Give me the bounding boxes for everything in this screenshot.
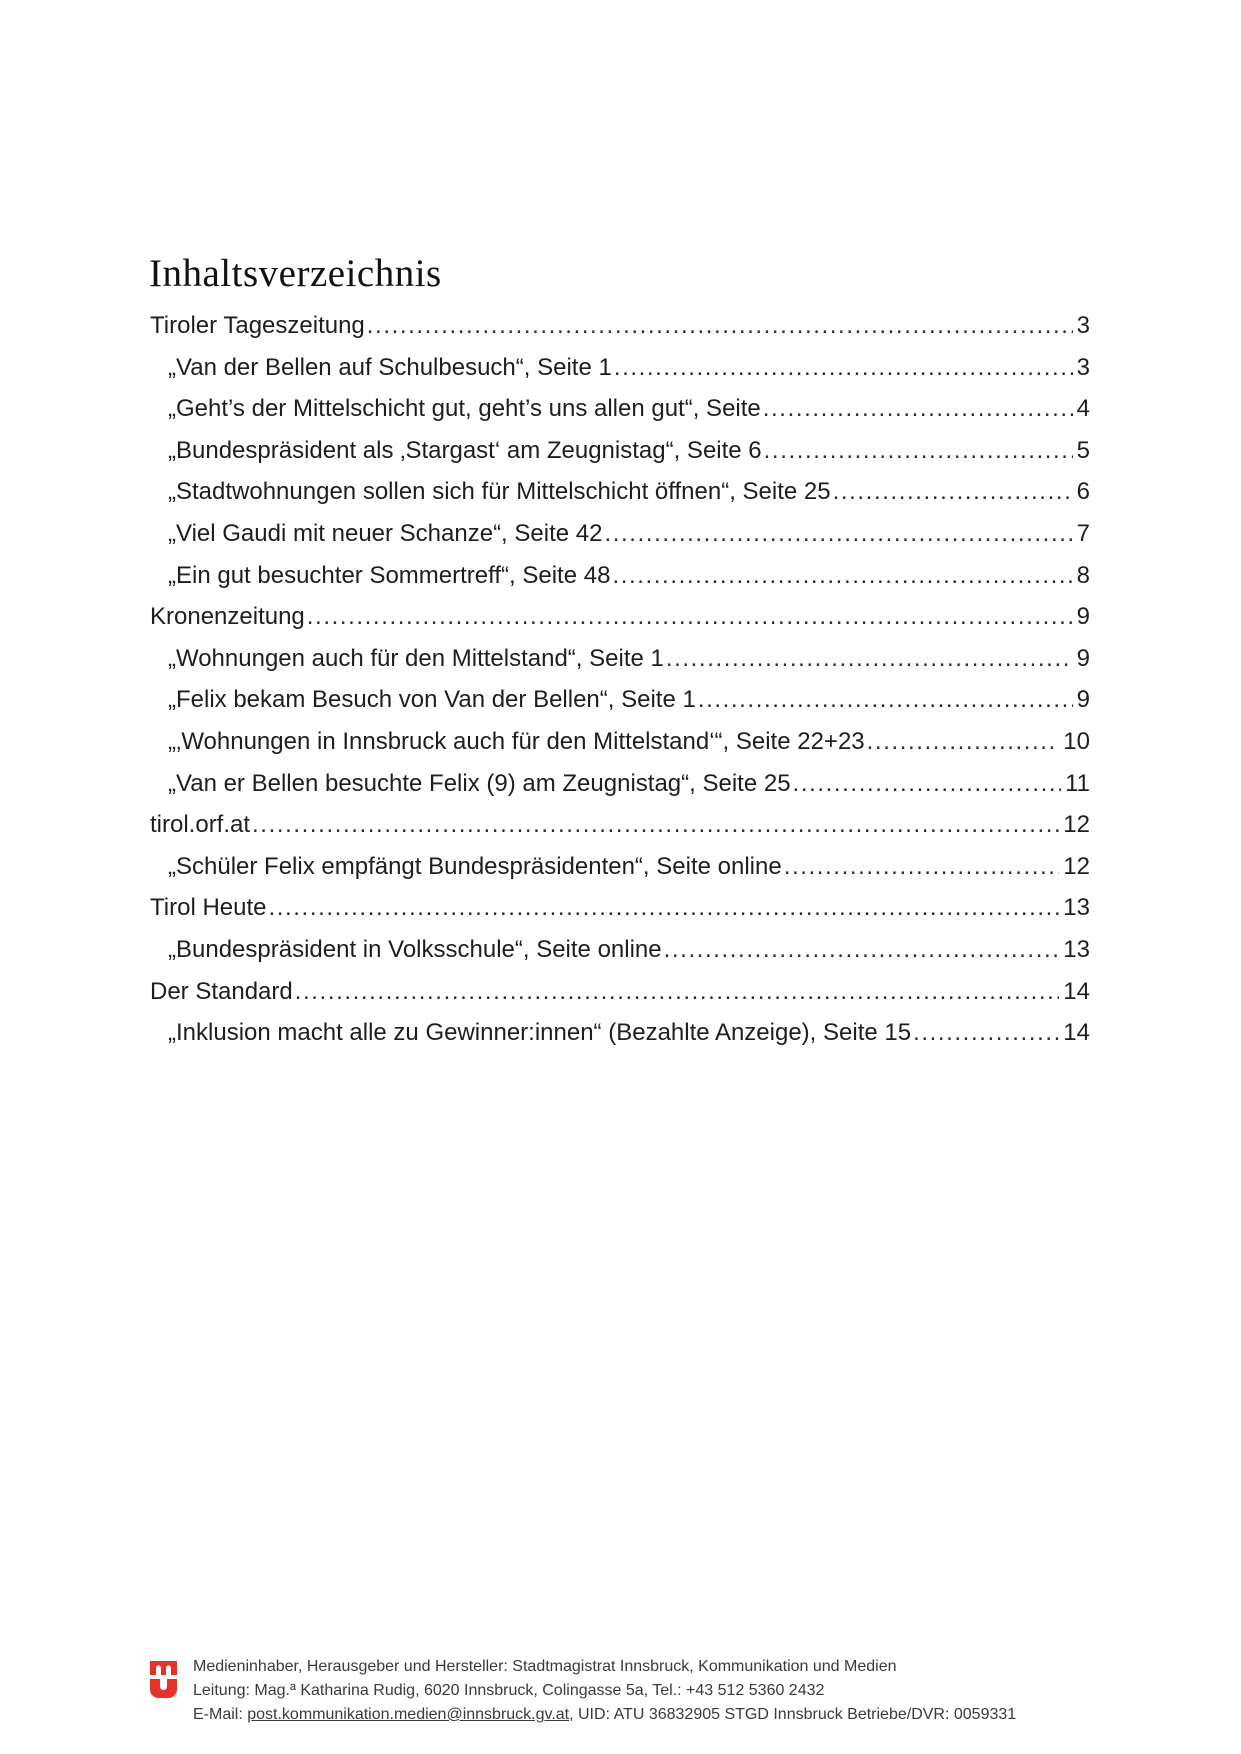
toc-dot-leader — [664, 929, 1060, 971]
toc-entry-label: „Van er Bellen besuchte Felix (9) am Zeugnistag“, Seite 25 — [168, 769, 791, 797]
toc-entry-page: 5 — [1076, 436, 1090, 464]
imprint-line-2: Leitung: Mag.ª Katharina Rudig, 6020 Innsbruck, Colingasse 5a, Tel.: +43 512 5360 2432 — [193, 1682, 825, 1699]
toc-entry-label: „Viel Gaudi mit neuer Schanze“, Seite 42 — [168, 519, 603, 547]
toc-entry-label: Tirol Heute — [150, 894, 267, 922]
toc-dot-leader — [612, 555, 1072, 597]
toc-entry-page: 14 — [1063, 1019, 1090, 1047]
toc-entry-label: „Felix bekam Besuch von Van der Bellen“, Seite 1 — [168, 686, 696, 714]
toc-entry-page: 12 — [1063, 811, 1090, 839]
toc-dot-leader — [764, 430, 1073, 472]
toc-entry-label: „Stadtwohnungen sollen sich für Mittelschicht öffnen“, Seite 25 — [168, 478, 831, 506]
toc-entry-page: 10 — [1063, 727, 1090, 755]
toc-dot-leader — [268, 887, 1059, 929]
toc-entry[interactable] — [150, 305, 1090, 347]
toc-entry-label: tirol.orf.at — [150, 811, 251, 839]
toc-entry-page: 3 — [1076, 312, 1090, 339]
toc-dot-leader — [367, 305, 1073, 347]
toc-dot-leader — [867, 721, 1060, 763]
toc-dot-leader — [295, 971, 1060, 1013]
toc-dot-leader — [252, 804, 1059, 846]
toc-entry-page: 9 — [1076, 644, 1090, 672]
toc-entry-page: 9 — [1076, 603, 1090, 631]
email-link[interactable]: post.kommunikation.medien@innsbruck.gv.at — [247, 1706, 570, 1723]
toc-entry-label: „‚Wohnungen in Innsbruck auch für den Mittelstand‘“, Seite 22+23 — [168, 727, 865, 755]
toc-entry[interactable] — [150, 1012, 1090, 1054]
toc-dot-leader — [604, 513, 1072, 555]
toc-entry[interactable] — [150, 471, 1090, 513]
toc-dot-leader — [698, 679, 1073, 721]
toc-dot-leader — [307, 596, 1073, 638]
toc-entry-label: „Wohnungen auch für den Mittelstand“, Seite 1 — [168, 644, 664, 672]
toc-entry-label: „Schüler Felix empfängt Bundespräsidenten“, Seite online — [168, 852, 782, 880]
toc-dot-leader — [793, 763, 1062, 805]
toc-entry-label: „Bundespräsident als ‚Stargast‘ am Zeugnistag“, Seite 6 — [168, 436, 762, 464]
table-of-contents — [150, 305, 1090, 1054]
toc-entry-page: 3 — [1076, 353, 1090, 381]
toc-entry-label: „Bundespräsident in Volksschule“, Seite online — [168, 935, 662, 963]
toc-entry-label: Der Standard — [150, 977, 293, 1005]
toc-entry-label: Tiroler Tageszeitung — [150, 312, 365, 339]
toc-entry-label: „Ein gut besuchter Sommertreff“, Seite 48 — [168, 561, 611, 589]
toc-entry-label: „Inklusion macht alle zu Gewinner:innen“ (Bezahlte Anzeige), Seite 15 — [168, 1019, 912, 1047]
toc-entry[interactable] — [150, 430, 1090, 472]
imprint-line-1: Medieninhaber, Herausgeber und Hersteller: Stadtmagistrat Innsbruck, Kommunikation und Medien — [193, 1658, 897, 1675]
imprint-line-3-suffix: , UID: ATU 36832905 STGD Innsbruck Betriebe/DVR: 0059331 — [569, 1706, 1017, 1723]
email-label: E-Mail: — [193, 1706, 248, 1723]
toc-entry-page: 14 — [1063, 977, 1090, 1005]
toc-entry-page: 9 — [1076, 686, 1090, 714]
toc-entry[interactable] — [150, 887, 1090, 929]
toc-entry[interactable] — [150, 596, 1090, 638]
toc-dot-leader — [784, 846, 1060, 888]
logo-bridge-top — [150, 1661, 177, 1675]
toc-entry[interactable] — [150, 679, 1090, 721]
imprint-line-3 — [193, 1703, 1016, 1727]
imprint-text — [193, 1655, 1016, 1727]
innsbruck-bridge-logo-icon — [150, 1661, 177, 1698]
toc-entry-page: 11 — [1065, 769, 1090, 797]
toc-entry[interactable] — [150, 721, 1090, 763]
toc-entry-page: 13 — [1063, 935, 1090, 963]
toc-entry-label: „Geht’s der Mittelschicht gut, geht’s uns allen gut“, Seite — [168, 395, 761, 423]
toc-entry[interactable] — [150, 347, 1090, 389]
toc-entry[interactable] — [150, 929, 1090, 971]
toc-entry-page: 8 — [1076, 561, 1090, 589]
toc-dot-leader — [763, 388, 1073, 430]
toc-entry-page: 12 — [1063, 852, 1090, 880]
toc-dot-leader — [833, 471, 1073, 513]
toc-entry[interactable] — [150, 388, 1090, 430]
toc-entry-label: Kronenzeitung — [150, 603, 305, 631]
page-footer — [150, 1655, 1110, 1727]
toc-entry-label: „Van der Bellen auf Schulbesuch“, Seite 1 — [168, 353, 612, 381]
toc-entry-page: 13 — [1063, 894, 1090, 922]
toc-entry-page: 6 — [1076, 478, 1090, 506]
page-title: Inhaltsverzeichnis — [149, 252, 442, 296]
toc-entry[interactable] — [150, 513, 1090, 555]
toc-entry[interactable] — [150, 804, 1090, 846]
toc-dot-leader — [614, 347, 1073, 389]
toc-entry[interactable] — [150, 846, 1090, 888]
toc-entry[interactable] — [150, 971, 1090, 1013]
logo-bridge-bottom — [150, 1679, 177, 1698]
toc-entry-page: 4 — [1076, 395, 1090, 423]
toc-entry[interactable] — [150, 555, 1090, 597]
toc-entry[interactable] — [150, 763, 1090, 805]
toc-dot-leader — [913, 1012, 1059, 1054]
toc-entry-page: 7 — [1076, 519, 1090, 547]
toc-entry[interactable] — [150, 638, 1090, 680]
toc-dot-leader — [666, 638, 1073, 680]
